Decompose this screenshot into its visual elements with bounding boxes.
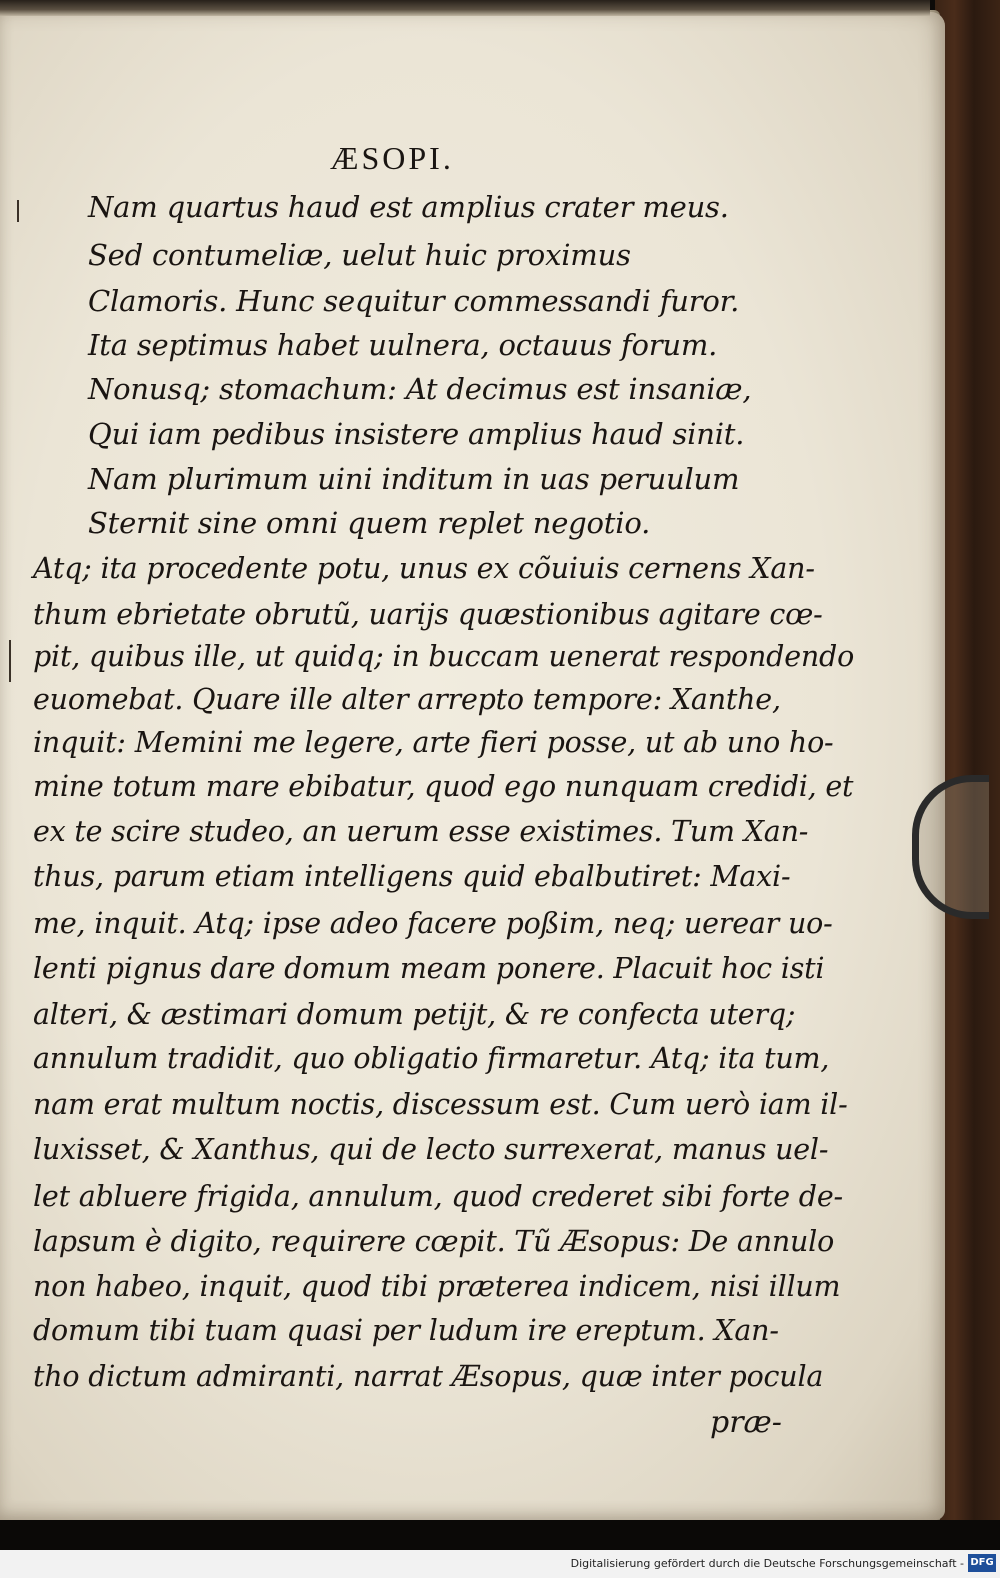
prose-line: ex te scire studeo, an uerum esse existimes. Tum Xan- <box>33 815 809 848</box>
verse-line: Ita septimus habet uulnera, octauus forum. <box>88 328 718 362</box>
catchword: præ- <box>710 1405 782 1440</box>
prose-line: thum ebrietate obrutũ, uarijs quæstionibus agitare cœ- <box>33 598 823 631</box>
prose-line: nam erat multum noctis, discessum est. Cum uerò iam il- <box>33 1088 848 1121</box>
verse-line: Nonusq; stomachum: At decimus est insaniæ, <box>88 372 752 406</box>
prose-line: tho dictum admiranti, narrat Æsopus, quæ inter pocula <box>33 1360 824 1393</box>
verse-line: Qui iam pedibus insistere amplius haud sinit. <box>88 417 745 451</box>
prose-line: mine totum mare ebibatur, quod ego nunquam credidi, et <box>33 770 854 803</box>
prose-line: pit, quibus ille, ut quidq; in buccam uenerat respondendo <box>33 640 855 673</box>
prose-line: lenti pignus dare domum meam ponere. Placuit hoc isti <box>33 952 825 985</box>
margin-mark <box>17 200 19 222</box>
verse-line: Sed contumeliæ, uelut huic proximus <box>88 238 631 272</box>
prose-line: luxisset, & Xanthus, qui de lecto surrexerat, manus uel- <box>33 1133 829 1166</box>
margin-mark <box>9 640 11 682</box>
prose-line: thus, parum etiam intelligens quid ebalbutiret: Maxi- <box>33 860 791 893</box>
prose-line: Atq; ita procedente potu, unus ex cõuiuis cernens Xan- <box>33 552 815 585</box>
verse-line: Nam quartus haud est amplius crater meus. <box>88 190 729 224</box>
prose-line: euomebat. Quare ille alter arrepto tempore: Xanthe, <box>33 683 781 716</box>
verse-line: Clamoris. Hunc sequitur commessandi furor. <box>88 284 740 318</box>
verse-line: Sternit sine omni quem replet negotio. <box>88 506 651 540</box>
prose-line: annulum tradidit, quo obligatio firmaretur. Atq; ita tum, <box>33 1042 830 1075</box>
verse-line: Nam plurimum uini inditum in uas peruulum <box>88 462 740 496</box>
scan-bottom-margin <box>0 1520 1000 1550</box>
prose-line: let abluere frigida, annulum, quod crederet sibi forte de- <box>33 1180 843 1213</box>
prose-line: alteri, & æstimari domum petijt, & re confecta uterq; <box>33 998 796 1031</box>
dfg-logo: DFG <box>968 1554 996 1572</box>
prose-line: lapsum è digito, requirere cœpit. Tũ Æsopus: De annulo <box>33 1225 835 1258</box>
funding-credit: Digitalisierung gefördert durch die Deutsche Forschungsgemeinschaft - <box>570 1557 964 1570</box>
prose-line: non habeo, inquit, quod tibi præterea indicem, nisi illum <box>33 1270 841 1303</box>
prose-line: inquit: Memini me legere, arte fieri posse, ut ab uno ho- <box>33 726 834 759</box>
prose-line: me, inquit. Atq; ipse adeo facere poßim, neq; uerear uo- <box>33 907 833 940</box>
running-head: ÆSOPI. <box>330 140 454 176</box>
page-top-shadow <box>0 0 930 16</box>
prose-line: domum tibi tuam quasi per ludum ire ereptum. Xan- <box>33 1314 779 1347</box>
